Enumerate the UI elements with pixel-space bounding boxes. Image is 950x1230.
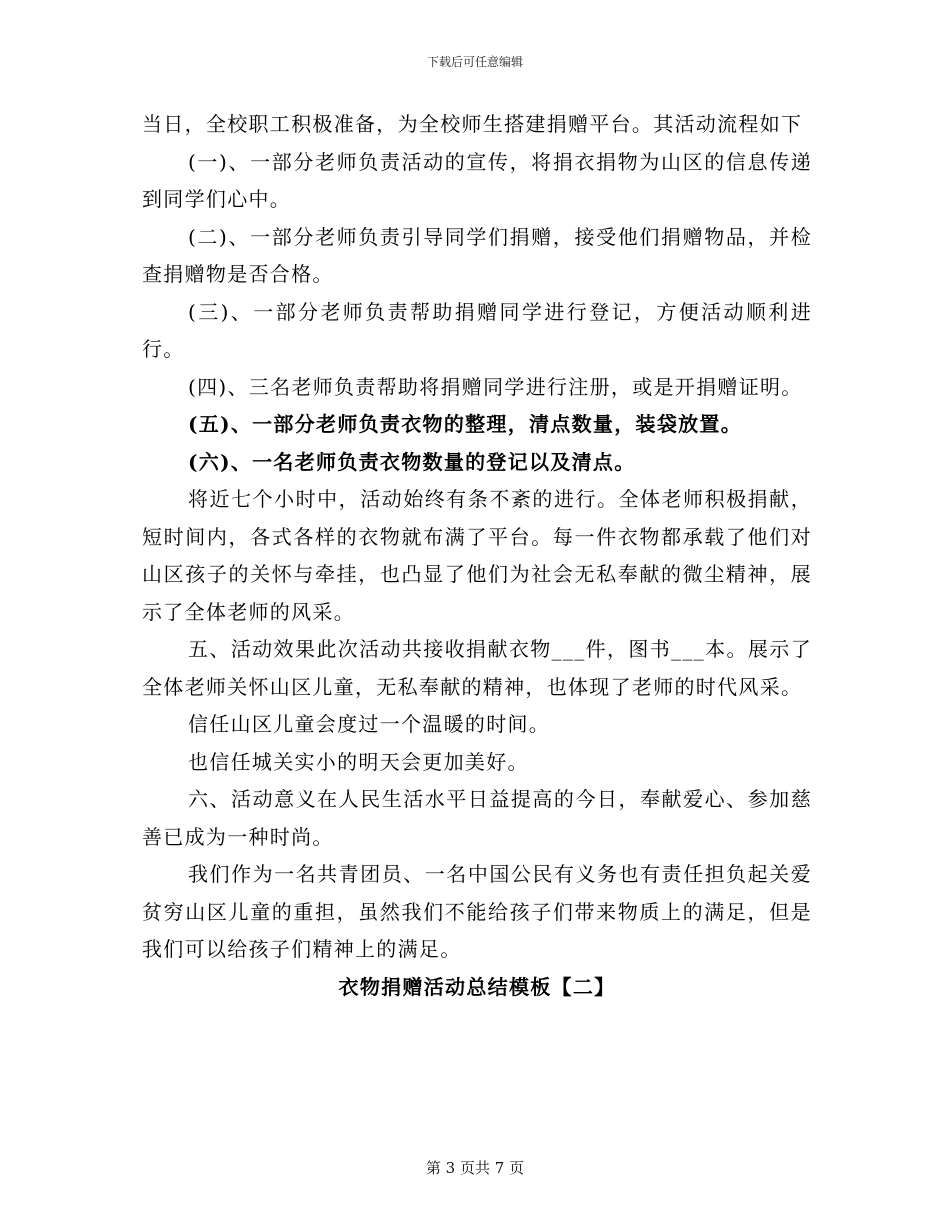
paragraph-step-5: (五)、一部分老师负责衣物的整理，清点数量，装袋放置。 <box>188 412 743 436</box>
paragraph-activity-effect: 五、活动效果此次活动共接收捐献衣物___件，图书___本。展示了全体老师关怀山区儿童，无私奉献的精神，也体现了老师的时代风采。 <box>142 637 812 699</box>
paragraph-step-4: (四)、三名老师负责帮助将捐赠同学进行注册，或是开捐赠证明。 <box>188 374 803 399</box>
section-title: 衣物捐赠活动总结模板【二】 <box>338 974 616 999</box>
paragraph-step-6: (六)、一名老师负责衣物数量的登记以及清点。 <box>188 449 636 474</box>
paragraph-step-2: (二)、一部分老师负责引导同学们捐赠，接受他们捐赠物品，并检查捐赠物是否合格。 <box>142 224 812 286</box>
paragraph-intro: 当日，全校职工积极准备，为全校师生搭建捐赠平台。其活动流程如下 <box>142 112 803 136</box>
paragraph-belief-2: 也信任城关实小的明天会更加美好。 <box>188 749 529 774</box>
paragraph-activity-meaning: 六、活动意义在人民生活水平日益提高的今日，奉献爱心、参加慈善已成为一种时尚。 <box>142 787 812 849</box>
page-footer: 第 3 页共 7 页 <box>425 1159 525 1177</box>
paragraph-belief-1: 信任山区儿童会度过一个温暖的时间。 <box>188 712 551 736</box>
document-body <box>142 106 812 1006</box>
paragraph-activity-summary: 将近七个小时中，活动始终有条不紊的进行。全体老师积极捐献，短时间内，各式各样的衣物就布满了平台。每一件衣物都承载了他们对山区孩子的关怀与牵挂，也凸显了他们为社会无私奉献的微尘精神，展示了全体老师的风采。 <box>142 487 812 624</box>
paragraph-responsibility: 我们作为一名共青团员、一名中国公民有义务也有责任担负起关爱贫穷山区儿童的重担，虽然我们不能给孩子们带来物质上的满足，但是我们可以给孩子们精神上的满足。 <box>142 862 812 961</box>
paragraph-step-1: (一)、一部分老师负责活动的宣传，将捐衣捐物为山区的信息传递到同学们心中。 <box>142 149 812 211</box>
page-header: 下载后可任意编辑 <box>426 55 523 69</box>
paragraph-step-3: (三)、一部分老师负责帮助捐赠同学进行登记，方便活动顺利进行。 <box>142 299 812 361</box>
